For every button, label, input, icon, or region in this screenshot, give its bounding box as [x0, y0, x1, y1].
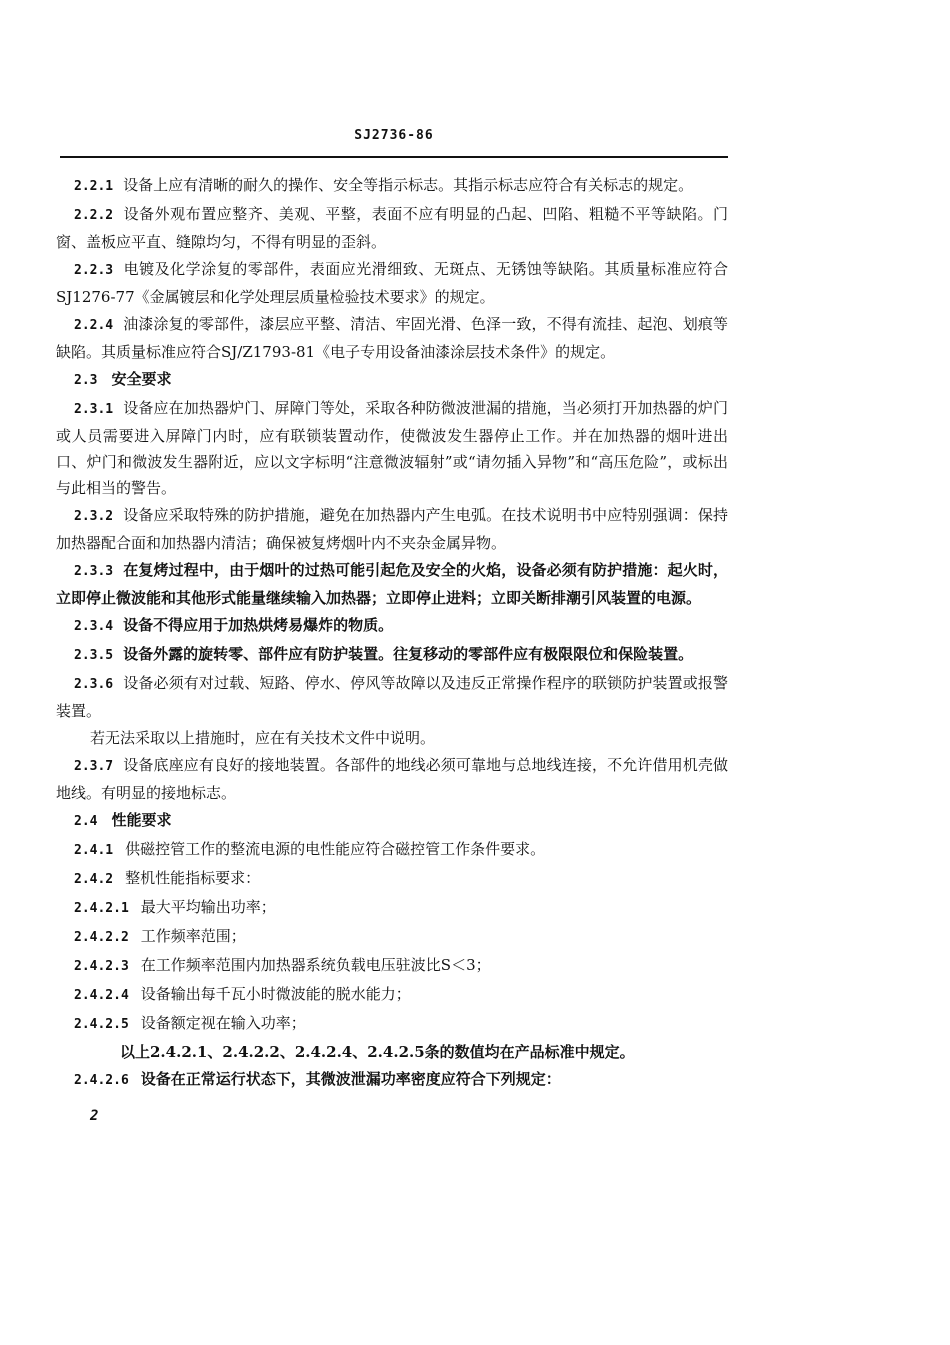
clause-text: 设备应采取特殊的防护措施，避免在加热器内产生电弧。在技术说明书中应特别强调：保持加热器配合面和加热器内清洁；确保被复烤烟叶内不夹杂金属异物。 — [56, 506, 728, 552]
clause-2-3-1 — [56, 395, 728, 501]
clause-2-3-4 — [56, 612, 728, 640]
clause-2-4-2-2 — [56, 923, 728, 951]
header-rule — [60, 156, 728, 158]
clause-text: 设备不得应用于加热烘烤易爆炸的物质。 — [123, 616, 394, 634]
clause-text: 电镀及化学涂复的零部件，表面应光滑细致、无斑点、无锈蚀等缺陷。其质量标准应符合SJ1276-77《金属镀层和化学处理层质量检验技术要求》的规定。 — [56, 260, 728, 306]
page-number: 2 — [90, 1108, 99, 1124]
clause-2-3-6-note: 若无法采取以上措施时，应在有关技术文件中说明。 — [90, 729, 436, 747]
clause-number: 2.3.7 — [74, 759, 114, 774]
clause-number: 2.2.4 — [74, 318, 114, 333]
clause-2-3-2 — [56, 502, 728, 556]
clause-2-3-3 — [56, 557, 728, 611]
clause-number: 2.2.2 — [74, 208, 114, 223]
document-body — [56, 172, 728, 1095]
clause-2-4-2-1 — [56, 894, 728, 922]
clause-2-2-2 — [56, 201, 728, 255]
clause-2-4-2-5-note: 以上2.4.2.1、2.4.2.2、2.4.2.4、2.4.2.5条的数值均在产品标准中规定。 — [120, 1043, 635, 1061]
clause-text: 设备必须有对过载、短路、停水、停风等故障以及违反正常操作程序的联锁防护装置或报警装置。 — [56, 674, 728, 720]
clause-text: 设备在正常运行状态下，其微波泄漏功率密度应符合下列规定： — [140, 1070, 561, 1088]
clause-2-3-5 — [56, 641, 728, 669]
clause-number: 2.4.2 — [74, 872, 114, 887]
clause-number: 2.4.2.2 — [74, 930, 129, 945]
clause-2-2-1 — [56, 172, 728, 200]
clause-text: 在复烤过程中，由于烟叶的过热可能引起危及安全的火焰，设备必须有防护措施：起火时，立即停止微波能和其他形式能量继续输入加热器；立即停止进料；立即关断排潮引风装置的电源。 — [56, 561, 728, 607]
section-heading-2-4 — [56, 807, 728, 835]
document-header: SJ2736-86 — [354, 128, 434, 143]
clause-number: 2.3.5 — [74, 648, 114, 663]
clause-number: 2.4.1 — [74, 843, 114, 858]
section-title: 性能要求 — [111, 811, 172, 829]
clause-text: 设备输出每千瓦小时微波能的脱水能力； — [140, 985, 411, 1003]
clause-number: 2.4.2.3 — [74, 959, 129, 974]
clause-text: 在工作频率范围内加热器系统负载电压驻波比S＜3； — [140, 956, 491, 974]
clause-2-4-2-5 — [56, 1010, 728, 1038]
section-title: 安全要求 — [111, 370, 172, 388]
section-heading-2-3 — [56, 366, 728, 394]
clause-2-4-2-4 — [56, 981, 728, 1009]
clause-text: 设备底座应有良好的接地装置。各部件的地线必须可靠地与总地线连接，不允许借用机壳做地线。有明显的接地标志。 — [56, 756, 728, 802]
clause-text: 整机性能指标要求： — [125, 869, 261, 887]
clause-number: 2.2.1 — [74, 179, 114, 194]
clause-number: 2.4.2.1 — [74, 901, 129, 916]
clause-number: 2.3.4 — [74, 619, 114, 634]
clause-2-2-3 — [56, 256, 728, 310]
clause-text: 设备额定视在输入功率； — [140, 1014, 306, 1032]
clause-text: 油漆涂复的零部件，漆层应平整、清洁、牢固光滑、色泽一致，不得有流挂、起泡、划痕等缺陷。其质量标准应符合SJ/Z1793-81《电子专用设备油漆涂层技术条件》的规定。 — [56, 315, 728, 361]
clause-number: 2.3.1 — [74, 402, 114, 417]
clause-text: 设备上应有清晰的耐久的操作、安全等指示标志。其指示标志应符合有关标志的规定。 — [123, 176, 694, 194]
clause-text: 设备外观布置应整齐、美观、平整，表面不应有明显的凸起、凹陷、粗糙不平等缺陷。门窗、盖板应平直、缝隙均匀，不得有明显的歪斜。 — [56, 205, 728, 251]
clause-number: 2.3.2 — [74, 509, 114, 524]
clause-2-3-6 — [56, 670, 728, 724]
clause-2-3-7 — [56, 752, 728, 806]
clause-text: 设备应在加热器炉门、屏障门等处，采取各种防微波泄漏的措施，当必须打开加热器的炉门或人员需要进入屏障门内时，应有联锁装置动作，使微波发生器停止工作。并在加热器的烟叶进出口、炉门和微波发生器附近，应以文字标明“注意微波辐射”或“请勿插入异物”和“高压危险”，或标出与此相当的警告。 — [56, 399, 728, 497]
clause-number: 2.4.2.4 — [74, 988, 129, 1003]
clause-text: 设备外露的旋转零、部件应有防护装置。往复移动的零部件应有极限限位和保险装置。 — [123, 645, 694, 663]
clause-2-4-2-3 — [56, 952, 728, 980]
clause-number: 2.2.3 — [74, 263, 114, 278]
clause-2-4-2 — [56, 865, 728, 893]
section-number: 2.4 — [74, 814, 98, 829]
clause-text: 供磁控管工作的整流电源的电性能应符合磁控管工作条件要求。 — [125, 840, 546, 858]
clause-number: 2.3.6 — [74, 677, 114, 692]
clause-number: 2.4.2.5 — [74, 1017, 129, 1032]
clause-text: 工作频率范围； — [140, 927, 246, 945]
clause-number: 2.4.2.6 — [74, 1073, 129, 1088]
section-number: 2.3 — [74, 373, 98, 388]
clause-2-2-4 — [56, 311, 728, 365]
clause-2-4-1 — [56, 836, 728, 864]
clause-number: 2.3.3 — [74, 564, 114, 579]
clause-text: 最大平均输出功率； — [140, 898, 276, 916]
clause-2-4-2-6 — [56, 1066, 728, 1094]
